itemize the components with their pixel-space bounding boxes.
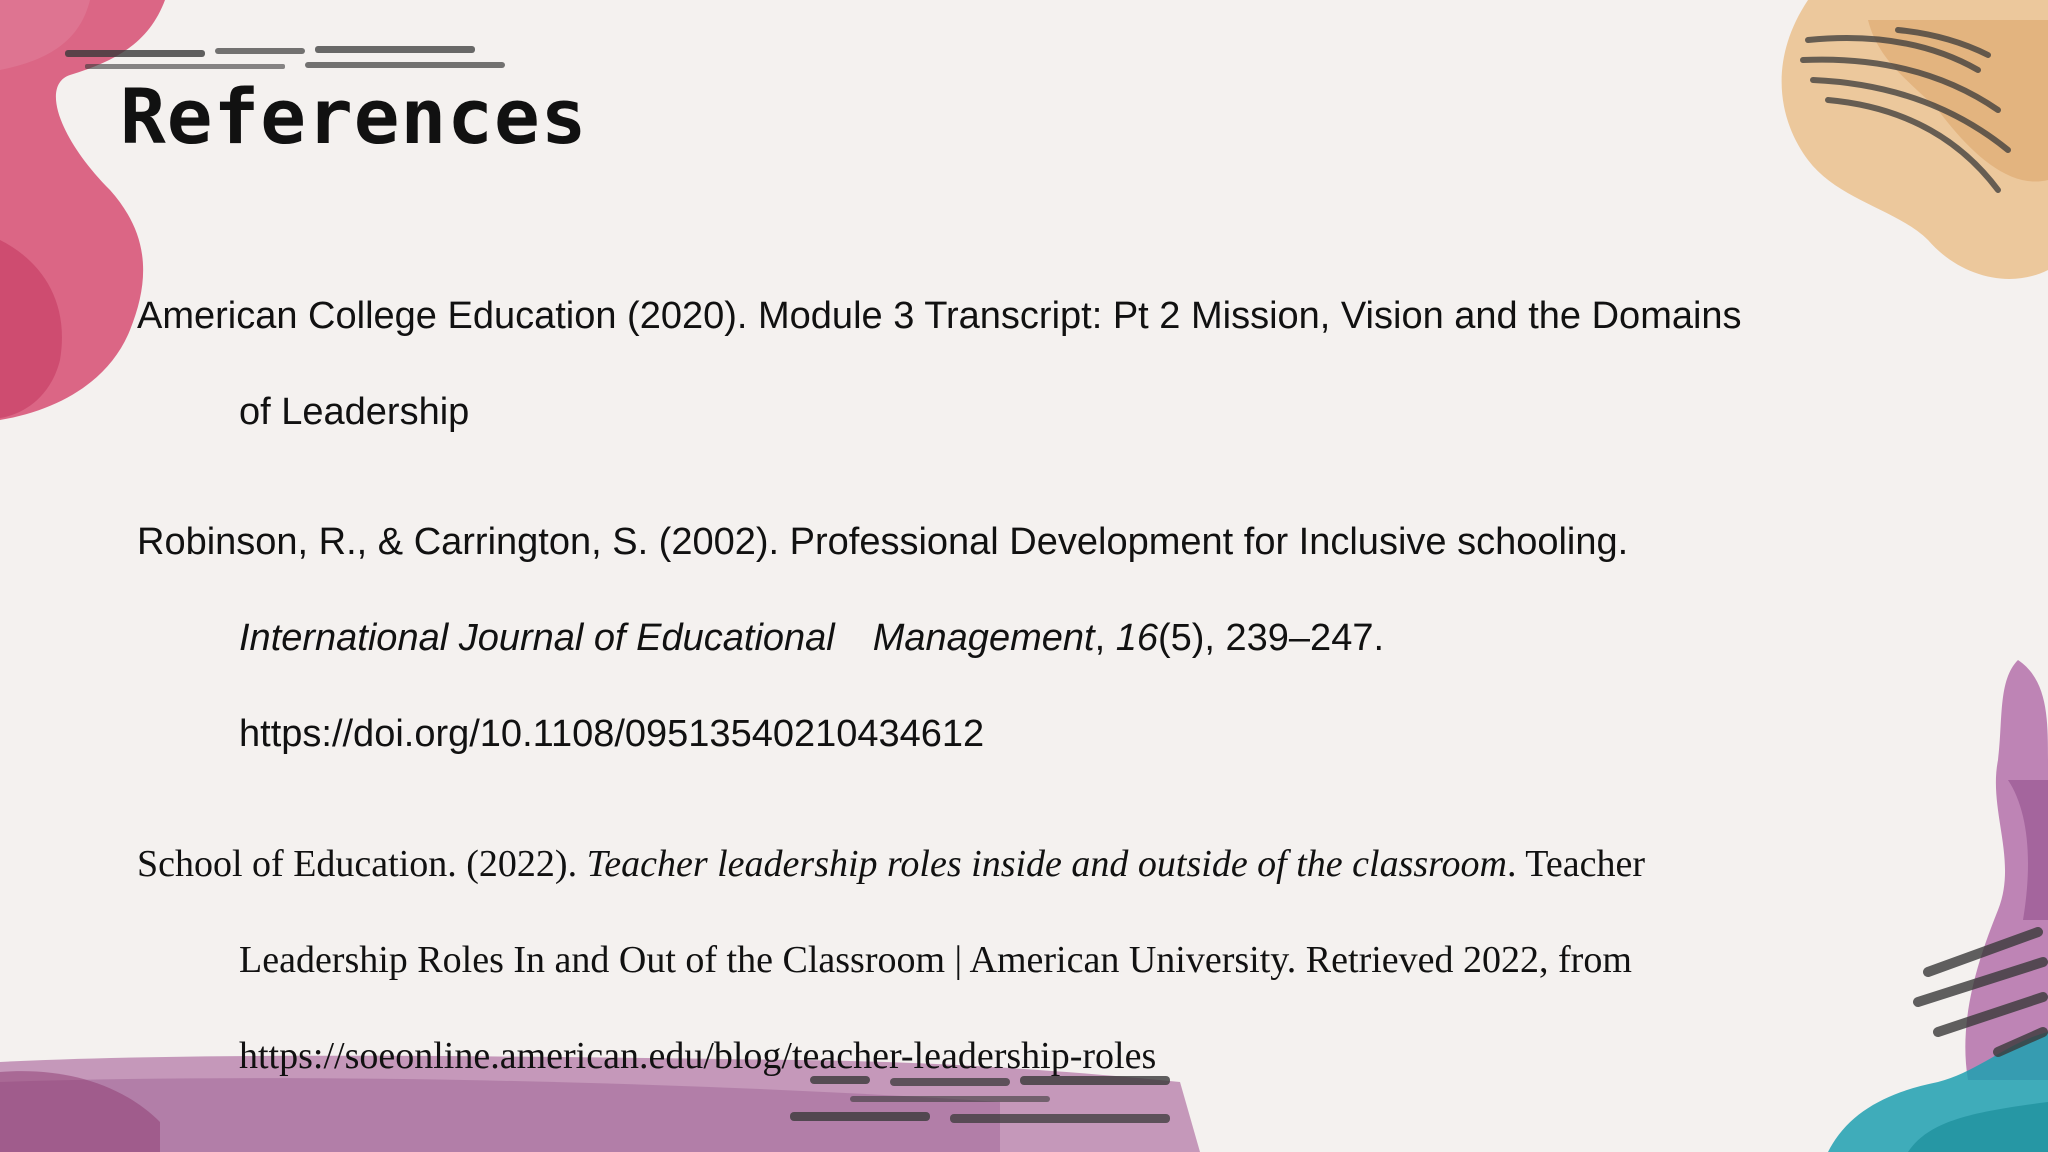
reference-url-link[interactable]: https://soeonline.american.edu/blog/teacher-leadership-roles xyxy=(239,1035,1157,1077)
reference-doi-link[interactable]: https://doi.org/10.1108/09513540210434612 xyxy=(239,713,985,755)
reference-text: Robinson, R., & Carrington, S. (2002). Professional Development for Inclusive schooling. xyxy=(137,521,1629,563)
reference-item-1 xyxy=(137,268,1897,460)
separator: , xyxy=(1094,617,1116,659)
reference-title-italic: Teacher leadership roles inside and outside of the classroom xyxy=(586,843,1507,885)
reference-text-continued: of Leadership xyxy=(239,391,470,433)
reference-text xyxy=(137,816,1897,912)
reference-journal-line xyxy=(137,590,1897,686)
reference-text-continued: Leadership Roles In and Out of the Classroom | American University. Retrieved 2022, from xyxy=(239,939,1632,981)
journal-issue-pages: (5), 239–247. xyxy=(1157,617,1385,659)
peach-watercolor-decoration xyxy=(1748,0,2048,300)
journal-name-part-2: Management xyxy=(872,617,1095,659)
reference-item-3 xyxy=(137,816,1897,1104)
page-title: References xyxy=(120,72,588,161)
reference-list xyxy=(137,268,1897,1104)
journal-name-part-1: International Journal of Educational xyxy=(239,617,835,659)
reference-author: School of Education. (2022). xyxy=(137,843,587,885)
reference-item-2 xyxy=(137,494,1897,782)
reference-text: American College Education (2020). Module 3 Transcript: Pt 2 Mission, Vision and the Domains xyxy=(137,295,1742,337)
reference-after-title: . Teacher xyxy=(1506,843,1645,885)
journal-volume: 16 xyxy=(1115,617,1158,659)
